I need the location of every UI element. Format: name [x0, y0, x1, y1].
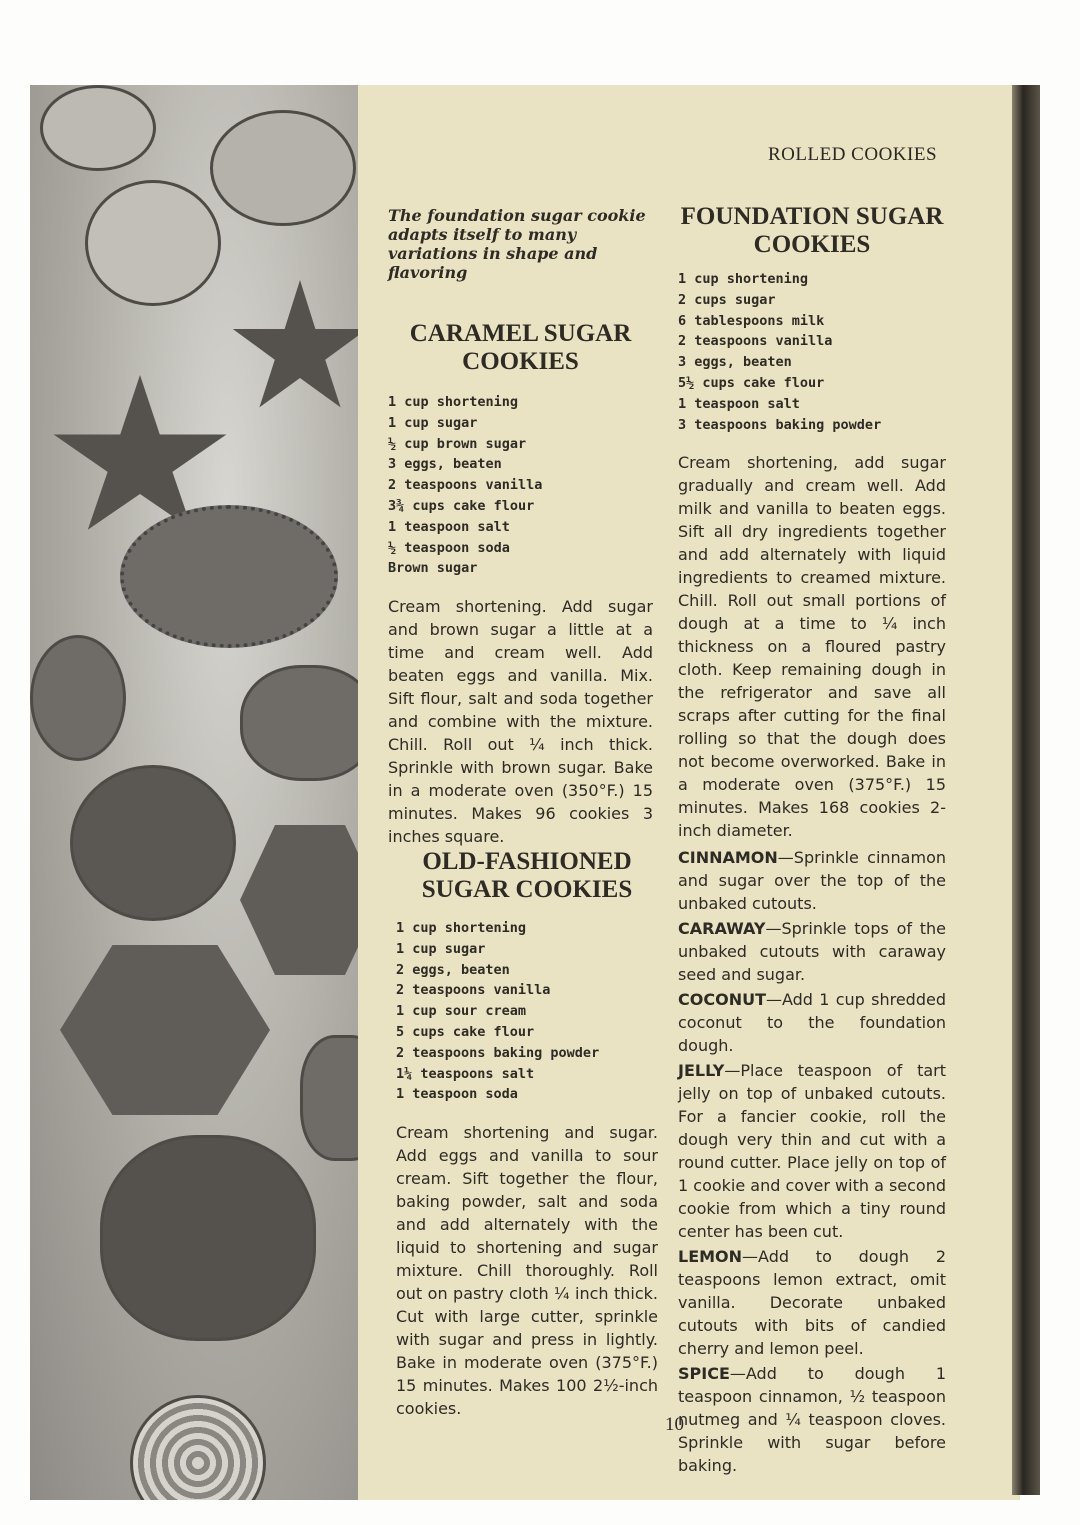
- variation-name: SPICE: [678, 1364, 730, 1384]
- ingredient: 3 eggs, beaten: [388, 456, 502, 473]
- ingredient: 1 cup sugar: [388, 414, 478, 431]
- foundation-method: Cream shortening, add sugar gradually and cream well. Add milk and vanilla to beaten eggs. Sift all dry ingredients together and add alternately with liquid ingredients to creamed mixture. Chill. Roll out small portions of dough at a time to ¼ inch thickness on a floured pastry cloth. Keep remaining dough in the refrigerator and save all scraps after cutting for the final rolling so that the dough does not become overworked. Bake in a moderate oven (375°F.) 15 minutes. Makes 168 cookies 2-inch diameter.: [678, 453, 946, 841]
- ingredient: 1 cup shortening: [396, 920, 527, 936]
- ingredient: 3 teaspoons baking powder: [678, 416, 882, 433]
- ingredient: 1 teaspoon soda: [396, 1086, 518, 1103]
- foundation-title: FOUNDATION SUGAR COOKIES: [680, 203, 944, 258]
- oldfashioned-method: Cream shortening and sugar. Add eggs and vanilla to sour cream. Sift together the flour, baking powder, salt and soda and add alternately with the liquid to shortening and sugar mixture. Chill thoroughly. Roll out on pastry cloth ¼ inch thick. Cut with large cutter, sprinkle with sugar and press in lightly. Bake in moderate oven (375°F.) 15 minutes. Makes 100 2½-inch cookies.: [396, 1123, 658, 1419]
- ingredient: ½ cup brown sugar: [388, 435, 527, 452]
- page-number: 10: [665, 1414, 684, 1435]
- ingredient: 2 cups sugar: [678, 291, 776, 308]
- cookies-photo: [30, 85, 358, 1500]
- ingredient: 5½ cups cake flour: [678, 374, 825, 391]
- variation-text: —Sprinkle tops of the unbaked cutouts with caraway seed and sugar.: [678, 919, 946, 985]
- ingredient: 1¼ teaspoons salt: [396, 1065, 535, 1082]
- variation-name: COCONUT: [678, 990, 766, 1010]
- left-column-lower: [396, 848, 658, 1420]
- variation-name: CARAWAY: [678, 919, 766, 939]
- ingredient: 2 teaspoons vanilla: [388, 477, 543, 494]
- page-edge-shadow: [1012, 85, 1040, 1495]
- variation-caraway: [678, 917, 946, 986]
- left-column: [388, 206, 653, 848]
- variation-name: JELLY: [678, 1061, 725, 1081]
- caramel-method: Cream shortening. Add sugar and brown sugar a little at a time and cream well. Add beaten eggs and vanilla. Mix. Sift flour, salt and soda together and combine with the mixture. Chill. Roll out ¼ inch thick. Sprinkle with brown sugar. Bake in a moderate oven (350°F.) 15 minutes. Makes 96 cookies 3 inches square.: [388, 597, 653, 847]
- variation-lemon: [678, 1245, 946, 1360]
- variation-cinnamon: [678, 846, 946, 915]
- ingredient: Brown sugar: [388, 560, 478, 577]
- variation-name: CINNAMON: [678, 848, 778, 868]
- variation-text: —Sprinkle cinnamon and sugar over the top of the unbaked cutouts.: [678, 848, 946, 914]
- ingredient: 1 cup shortening: [678, 271, 809, 287]
- variation-text: —Place teaspoon of tart jelly on top of unbaked cutouts. For a fancier cookie, roll the dough very thin and cut with a round cutter. Place jelly on top of 1 cookie and cover with a second cookie from which a tiny round center has been cut.: [678, 1061, 947, 1242]
- ingredient: 2 teaspoons baking powder: [396, 1044, 600, 1061]
- ingredient: 1 cup sour cream: [396, 1003, 527, 1020]
- intro-caption: The foundation sugar cookie adapts itself to many variations in shape and flavoring: [388, 206, 646, 282]
- ingredient: 1 teaspoon salt: [678, 395, 800, 412]
- variation-jelly: [678, 1059, 946, 1243]
- right-column: [678, 203, 946, 1479]
- ingredient: 5 cups cake flour: [396, 1023, 535, 1040]
- caramel-ingredients: [388, 392, 653, 579]
- ingredient: 2 teaspoons vanilla: [678, 333, 833, 350]
- foundation-ingredients: [678, 269, 946, 435]
- variation-coconut: [678, 988, 946, 1057]
- ingredient: ½ teaspoon soda: [388, 539, 510, 556]
- ingredient: 2 teaspoons vanilla: [396, 982, 551, 999]
- ingredient: 1 cup shortening: [388, 394, 519, 410]
- variation-name: LEMON: [678, 1247, 743, 1267]
- ingredient: 6 tablespoons milk: [678, 312, 825, 329]
- variation-spice: [678, 1362, 946, 1477]
- ingredient: 3¾ cups cake flour: [388, 497, 535, 514]
- variation-text: —Add to dough 1 teaspoon cinnamon, ½ teaspoon nutmeg and ¼ teaspoon cloves. Sprinkle with sugar before baking.: [678, 1364, 946, 1476]
- caramel-title: CARAMEL SUGAR COOKIES: [409, 320, 632, 375]
- ingredient: 1 teaspoon salt: [388, 518, 510, 535]
- variation-text: —Add 1 cup shredded coconut to the foundation dough.: [678, 990, 946, 1056]
- variation-text: —Add to dough 2 teaspoons lemon extract, omit vanilla. Decorate unbaked cutouts with bits of candied cherry and lemon peel.: [678, 1247, 946, 1359]
- ingredient: 1 cup sugar: [396, 940, 486, 957]
- oldfashioned-ingredients: [396, 918, 658, 1105]
- oldfashioned-title: OLD-FASHIONED SUGAR COOKIES: [421, 848, 633, 903]
- ingredient: 2 eggs, beaten: [396, 961, 510, 978]
- ingredient: 3 eggs, beaten: [678, 354, 792, 371]
- section-header: ROLLED COOKIES: [768, 144, 938, 165]
